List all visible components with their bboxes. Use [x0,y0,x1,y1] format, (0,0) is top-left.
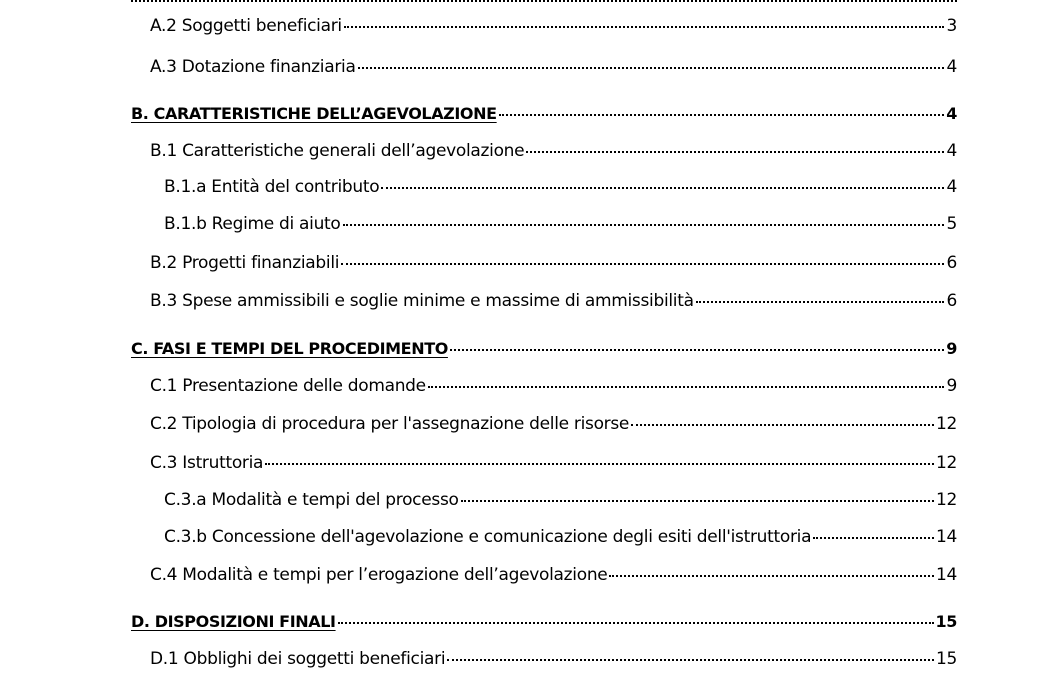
toc-entry-d1[interactable] [150,649,957,669]
toc-entry-page: 14 [935,527,957,547]
toc-entry-page: 9 [946,376,957,396]
toc-entry-page: 5 [946,214,957,234]
toc-entry-title: B. CARATTERISTICHE DELL’AGEVOLAZIONE [131,104,497,123]
dot-leader [461,500,934,502]
toc-entry-c3a[interactable] [164,490,957,510]
toc-entry-c4[interactable] [150,565,957,585]
toc-entry-c[interactable] [131,339,957,358]
toc-entry-a2[interactable] [150,16,957,36]
toc-entry-b1b[interactable] [164,214,957,234]
dot-leader [265,463,934,465]
toc-entry-title: C.4 Modalità e tempi per l’erogazione dell’agevolazione [150,565,608,585]
toc-entry-page: 15 [935,649,957,669]
dot-leader [447,659,934,661]
toc-entry-title: C.1 Presentazione delle domande [150,376,426,396]
toc-entry-title: C.3.a Modalità e tempi del processo [164,490,459,510]
dot-leader [338,622,934,624]
dot-leader [526,151,944,153]
toc-entry-title: B.1 Caratteristiche generali dell’agevolazione [150,141,525,161]
toc-entry-page: 4 [946,141,957,161]
toc-entry-title: B.2 Progetti finanziabili [150,253,340,273]
toc-entry-page: 12 [935,414,957,434]
dot-leader [631,424,934,426]
toc-entry-page: 4 [946,177,957,197]
toc-entry-b1a[interactable] [164,177,957,197]
toc-entry-title: B.1.b Regime di aiuto [164,214,341,234]
toc-entry-page: 6 [946,291,957,311]
dot-leader [450,349,944,351]
toc-entry-title: C.2 Tipologia di procedura per l'assegnazione delle risorse [150,414,630,434]
toc-entry-c3b[interactable] [164,527,957,547]
dot-leader [428,386,945,388]
toc-entry-page: 9 [946,339,957,358]
toc-entry-title: D.1 Obblighi dei soggetti beneficiari [150,649,446,669]
toc-entry-d[interactable] [131,612,957,631]
toc-entry-title: D. DISPOSIZIONI FINALI [131,612,336,631]
toc-entry-b3[interactable] [150,291,957,311]
toc-entry-page: 12 [935,490,957,510]
dot-leader [341,263,944,265]
toc-entry-title: C. FASI E TEMPI DEL PROCEDIMENTO [131,339,448,358]
cropped-previous-entry [131,0,957,5]
toc-entry-c2[interactable] [150,414,957,434]
dot-leader [343,224,945,226]
toc-entry-title: B.1.a Entità del contributo [164,177,380,197]
dot-leader [609,575,933,577]
toc-entry-page: 6 [946,253,957,273]
toc-entry-title: B.3 Spese ammissibili e soglie minime e massime di ammissibilità [150,291,694,311]
dot-leader [813,537,934,539]
dot-leader [358,67,945,69]
dot-leader [344,26,945,28]
toc-entry-page: 3 [946,16,957,36]
toc-entry-b[interactable] [131,104,957,123]
toc-entry-a3[interactable] [150,57,957,77]
toc-entry-page: 12 [935,453,957,473]
toc-entry-c3[interactable] [150,453,957,473]
toc-entry-page: 14 [935,565,957,585]
toc-entry-page: 4 [946,104,957,123]
toc-entry-b1[interactable] [150,141,957,161]
dot-leader [381,187,944,189]
dot-leader [696,301,945,303]
dot-leader [499,114,945,116]
toc-entry-title: C.3 Istruttoria [150,453,264,473]
toc-entry-title: C.3.b Concessione dell'agevolazione e comunicazione degli esiti dell'istruttoria [164,527,812,547]
toc-entry-title: A.2 Soggetti beneficiari [150,16,342,36]
toc-entry-b2[interactable] [150,253,957,273]
toc-entry-c1[interactable] [150,376,957,396]
toc-entry-page: 4 [946,57,957,77]
toc-entry-page: 15 [935,612,957,631]
toc-entry-title: A.3 Dotazione finanziaria [150,57,356,77]
